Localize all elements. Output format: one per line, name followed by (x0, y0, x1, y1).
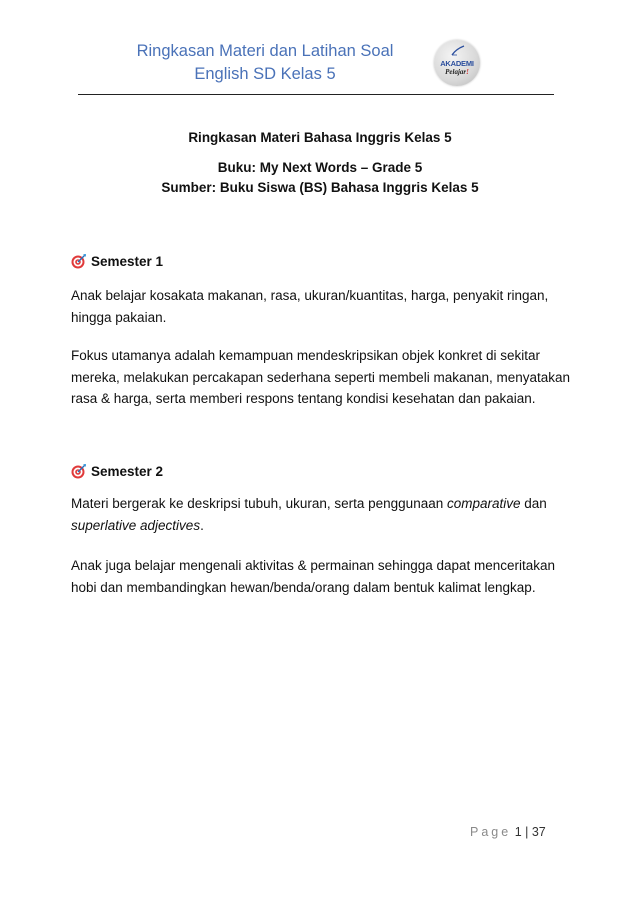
akademi-pelajar-logo (434, 40, 480, 86)
target-icon (71, 253, 87, 269)
emphasis-superlative: superlative adjectives (71, 517, 201, 533)
page-total: 37 (531, 825, 546, 839)
header-title-line2: English SD Kelas 5 (194, 65, 336, 83)
page-label: Page (470, 825, 512, 839)
page-separator: | (525, 825, 529, 839)
header-divider (78, 94, 554, 95)
book-title: Buku: My Next Words – Grade 5 (217, 160, 423, 175)
pen-icon (451, 45, 465, 57)
logo-text-akademi: AKADEMI (440, 59, 474, 68)
emphasis-comparative: comparative (446, 496, 521, 511)
header-title-line1: Ringkasan Materi dan Latihan Soal (136, 42, 394, 60)
semester-2-paragraph-2: Anak juga belajar mengenali aktivitas & permainan sehingga dapat menceritakan hobi dan membandingkan hewan/benda/orang dalam bentuk kalimat lengkap. (71, 558, 556, 595)
semester-1-paragraph-1: Anak belajar kosakata makanan, rasa, ukuran/kuantitas, harga, penyakit ringan, hingga pakaian. (71, 288, 549, 325)
page-footer (470, 825, 546, 839)
semester-1-paragraph-2: Fokus utamanya adalah kemampuan mendeskripsikan objek konkret di sekitar mereka, melakukan percakapan sederhana seperti membeli makanan, menyatakan rasa & harga, serta memberi respons tentang kondisi kesehatan dan pakaian. (71, 348, 571, 406)
section-heading-semester-1 (71, 253, 163, 269)
section-heading-text: Semester 2 (91, 463, 164, 479)
section-heading-semester-2 (71, 463, 163, 479)
page-number: 1 (514, 825, 522, 839)
source-line: Sumber: Buku Siswa (BS) Bahasa Inggris Kelas 5 (161, 180, 479, 195)
target-icon (71, 463, 87, 479)
semester-2-paragraph-1: Materi bergerak ke deskripsi tubuh, ukuran, serta penggunaan comparative dan superlative adjectives. (71, 496, 547, 533)
document-title: Ringkasan Materi Bahasa Inggris Kelas 5 (188, 130, 452, 145)
logo-text-pelajar: Pelajar! (445, 68, 469, 76)
section-heading-text: Semester 1 (91, 253, 164, 269)
